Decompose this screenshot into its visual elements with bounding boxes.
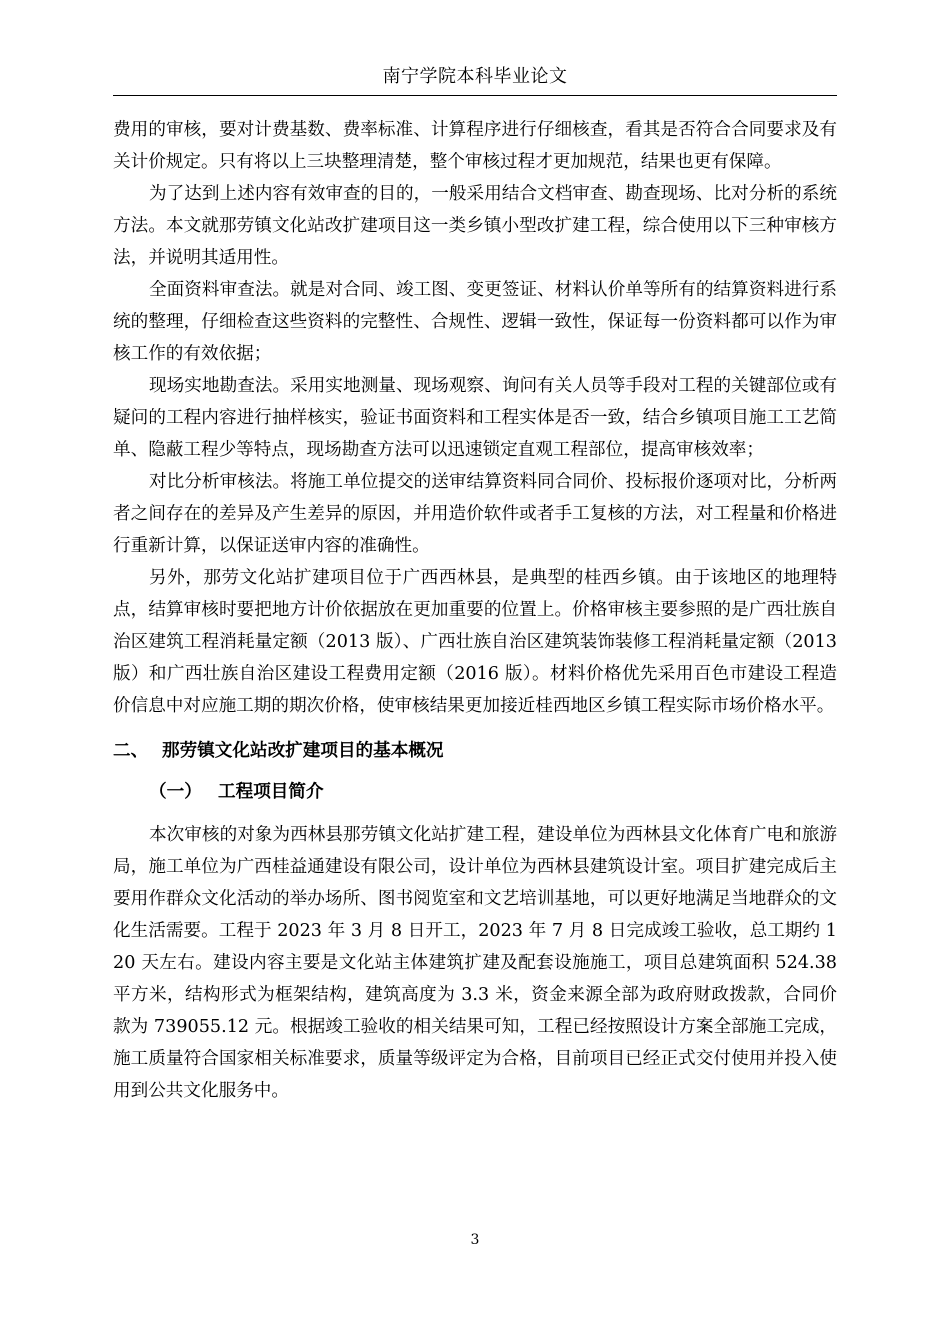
subsection-heading [113,776,837,808]
header-rule [113,95,837,96]
paragraph-project-overview: 本次审核的对象为西林县那劳镇文化站扩建工程，建设单位为西林县文化体育广电和旅游局，施工单位为广西桂益通建设有限公司，设计单位为西林县建筑设计室。项目扩建完成后主要用作群众文化活动的举办场所、图书阅览室和文艺培训基地，可以更好地满足当地群众的文化生活需要。工程于 2023 年 3 月 8 日开工，2023 年 7 月 8 日完成竣工验收，总工期约 120 天左右。建设内容主要是文化站主体建筑扩建及配套设施施工，项目总建筑面积 524.38 平方米，结构形式为框架结构，建筑高度为 3.3 米，资金来源全部为政府财政拨款，合同价款为 739055.12 元。根据竣工验收的相关结果可知，工程已经按照设计方案全部施工完成，施工质量符合国家相关标准要求，质量等级评定为合格，目前项目已经正式交付使用并投入使用到公共文化服务中。 [113,825,837,1101]
subsection-number: （一） [149,781,202,802]
body-text [113,114,837,1107]
subsection-title: 工程项目简介 [218,781,324,802]
paragraph-methods-intro: 为了达到上述内容有效审查的目的，一般采用结合文档审查、勘查现场、比对分析的系统方法。本文就那劳镇文化站改扩建项目这一类乡镇小型改扩建工程，综合使用以下三种审核方法，并说明其适用性。 [113,184,837,268]
section-title: 那劳镇文化站改扩建项目的基本概况 [162,740,444,761]
section-heading [113,735,837,767]
paragraph-comparison-method: 对比分析审核法。将施工单位提交的送审结算资料同合同价、投标报价逐项对比，分析两者之间存在的差异及产生差异的原因，并用造价软件或者手工复核的方法，对工程量和价格进行重新计算，以保证送审内容的准确性。 [113,472,837,556]
paragraph-document-review-method: 全面资料审查法。就是对合同、竣工图、变更签证、材料认价单等所有的结算资料进行系统的整理，仔细检查这些资料的完整性、合规性、逻辑一致性，保证每一份资料都可以作为审核工作的有效依据； [113,280,837,364]
paragraph-local-pricing: 另外，那劳文化站扩建项目位于广西西林县，是典型的桂西乡镇。由于该地区的地理特点，结算审核时要把地方计价依据放在更加重要的位置上。价格审核主要参照的是广西壮族自治区建筑工程消耗量定额（2013 版）、广西壮族自治区建筑装饰装修工程消耗量定额（2013 版）和广西壮族自治区建设工程费用定额（2016 版）。材料价格优先采用百色市建设工程造价信息中对应施工期的期次价格，使审核结果更加接近桂西地区乡镇工程实际市场价格水平。 [113,568,837,716]
section-number: 二、 [113,740,149,761]
page-number: 3 [470,1232,480,1248]
running-header: 南宁学院本科毕业论文 [382,66,568,87]
paragraph-continuation: 费用的审核，要对计费基数、费率标准、计算程序进行仔细核查，看其是否符合合同要求及有关计价规定。只有将以上三块整理清楚，整个审核过程才更加规范，结果也更有保障。 [113,120,837,172]
paragraph-site-survey-method: 现场实地勘查法。采用实地测量、现场观察、询问有关人员等手段对工程的关键部位或有疑问的工程内容进行抽样核实，验证书面资料和工程实体是否一致，结合乡镇项目施工工艺简单、隐蔽工程少等特点，现场勘查方法可以迅速锁定直观工程部位，提高审核效率； [113,376,837,460]
